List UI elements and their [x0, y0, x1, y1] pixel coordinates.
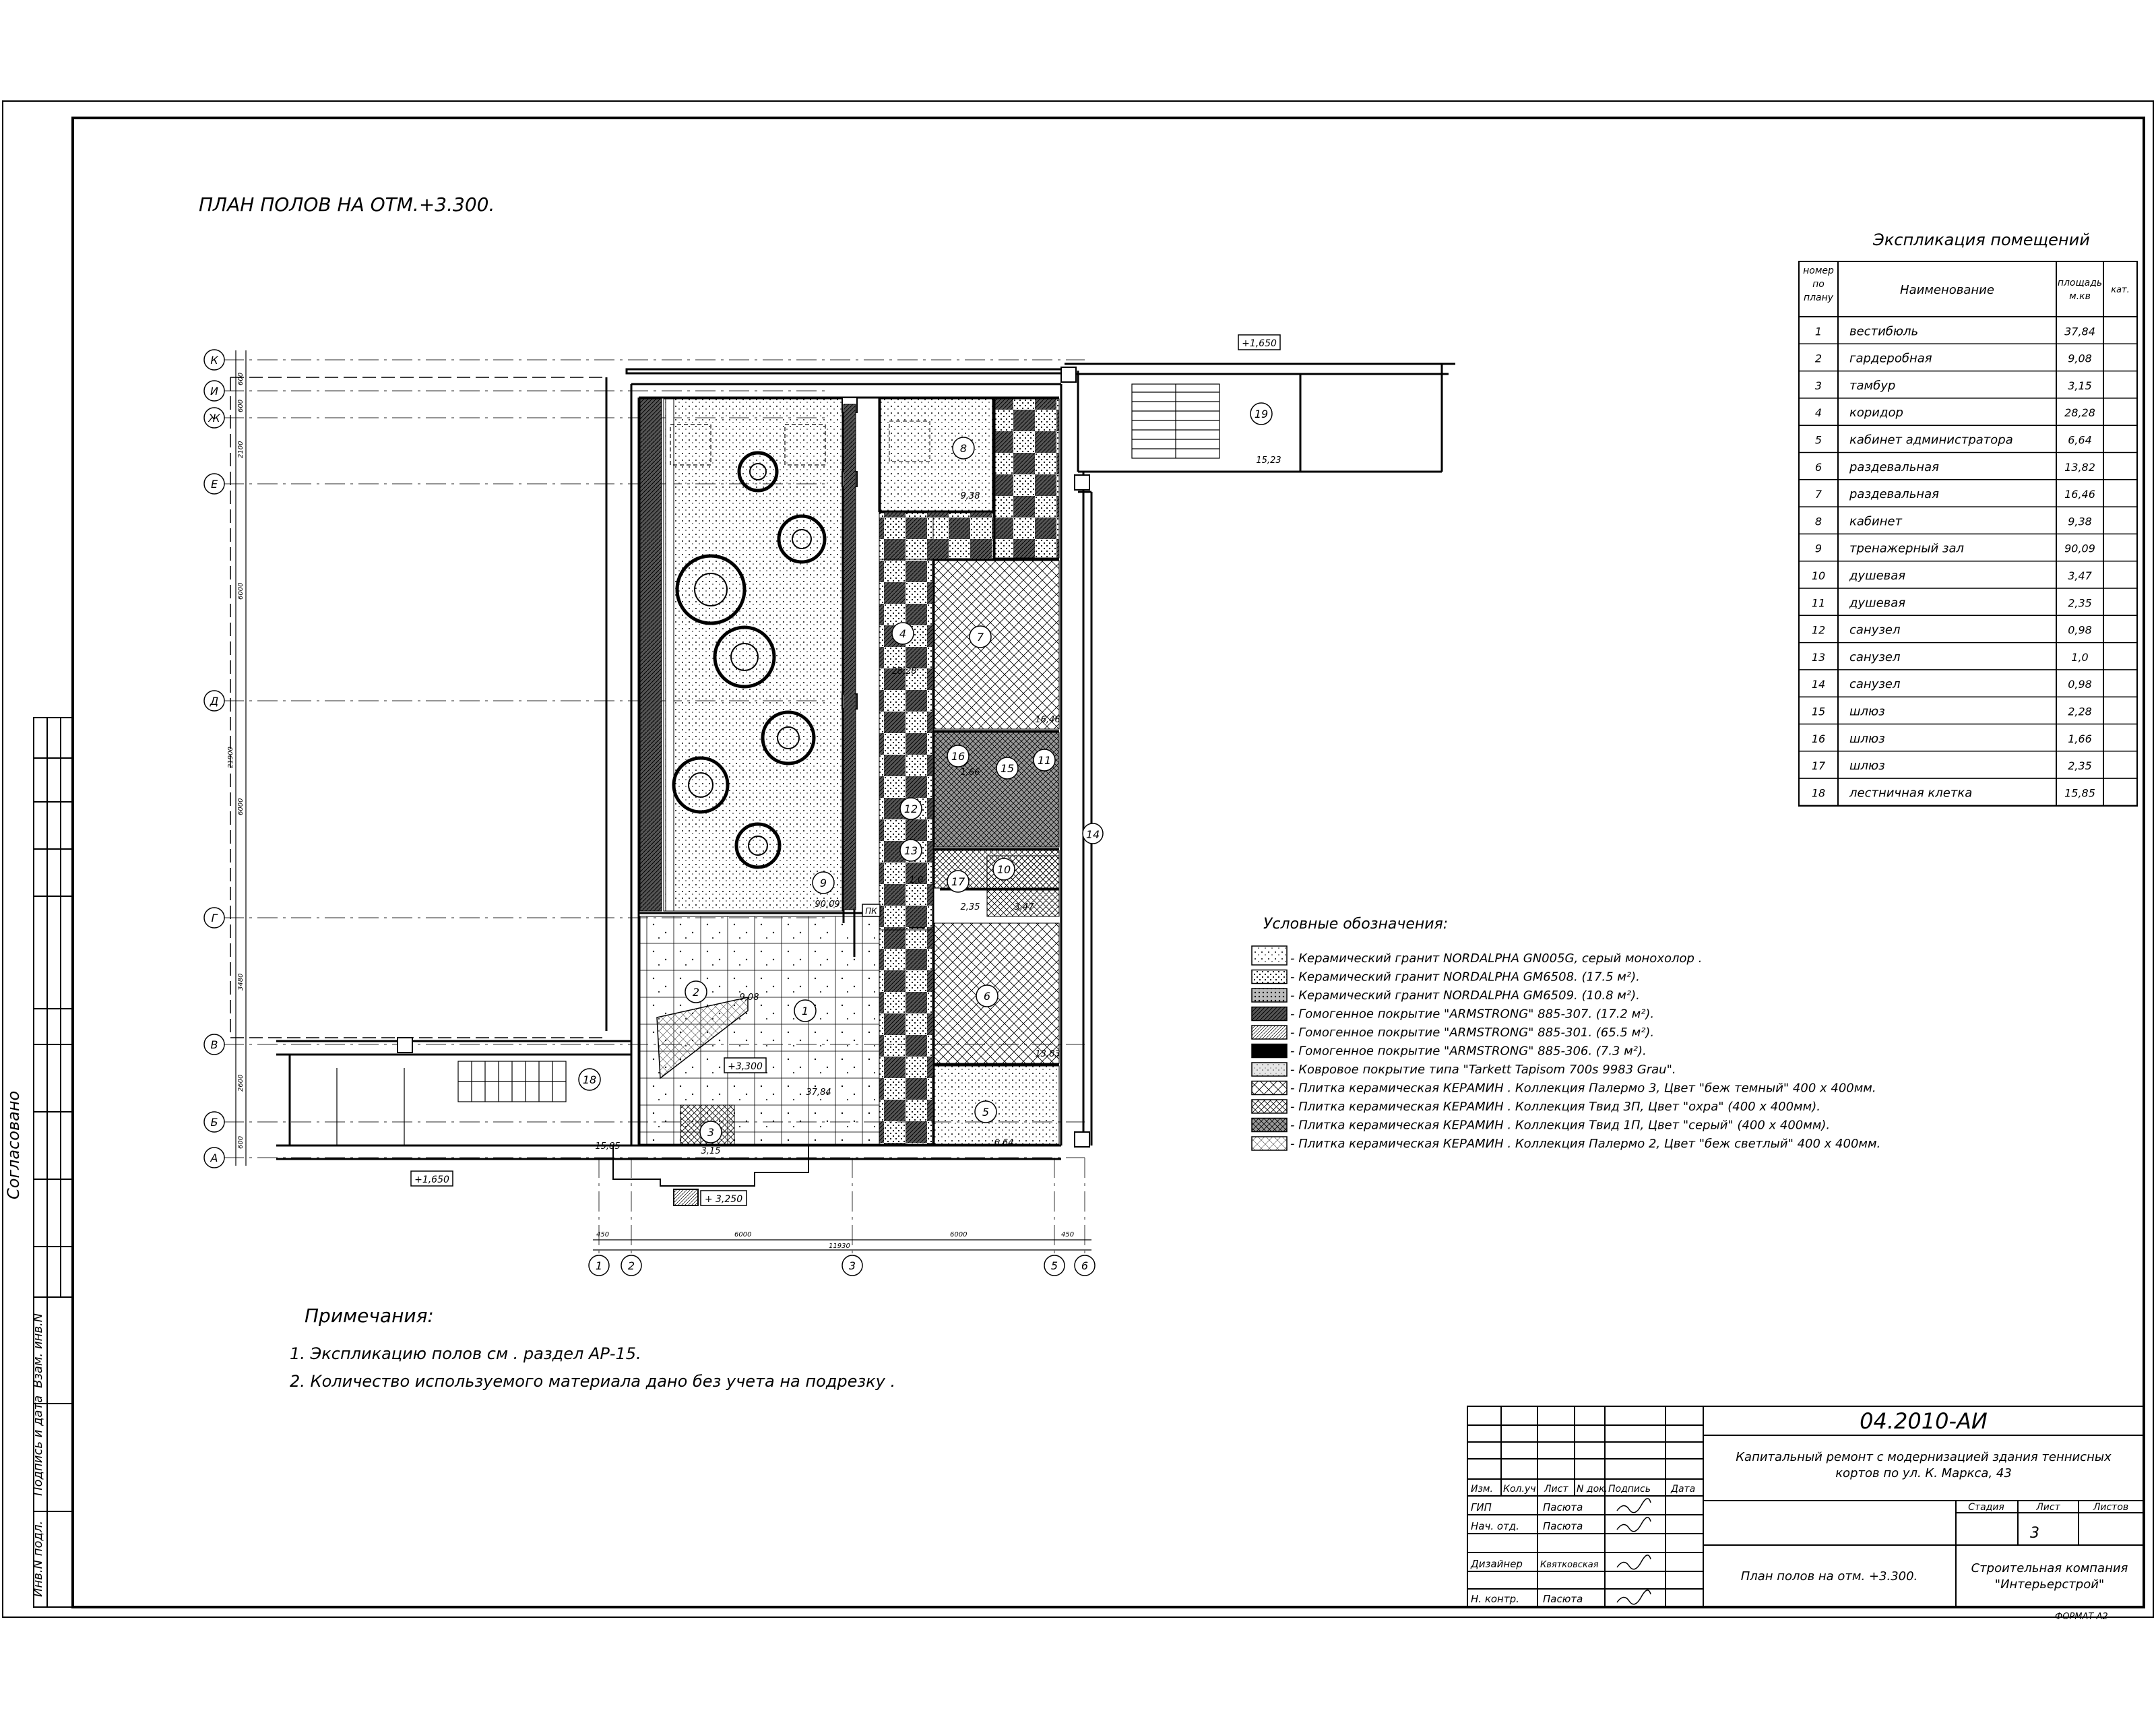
room-number: 8: [959, 442, 968, 455]
explication-header-num-1: номер: [1803, 265, 1834, 276]
axis-bubble-bottom: 5: [1050, 1259, 1058, 1272]
explication-header-name: Наименование: [1900, 283, 1994, 297]
room-area: 90,09: [815, 900, 840, 910]
dim-bottom-3: 6000: [950, 1231, 968, 1238]
legend-item-text: - Гомогенное покрытие "ARMSTRONG" 885-306. (7.3 м²).: [1290, 1044, 1647, 1059]
axis-bubble-left: Д: [210, 695, 219, 708]
drawing-title: ПЛАН ПОЛОВ НА ОТМ.+3.300.: [199, 193, 495, 216]
stamp-role-3: Дизайнер: [1471, 1558, 1523, 1570]
explication-row-number: 10: [1811, 569, 1826, 582]
explication-row-area: 0,98: [2068, 623, 2092, 637]
notes-title: Примечания:: [305, 1305, 434, 1327]
explication-row-area: 2,28: [2068, 705, 2092, 718]
axis-bubble-left: Е: [210, 478, 218, 491]
room-area: 15,23: [1256, 456, 1281, 466]
legend-swatch: [1252, 970, 1287, 984]
room-4-floor: [879, 512, 933, 930]
room-area: 1,0: [909, 875, 924, 885]
explication-rows: [1799, 324, 2137, 805]
note-1: 1. Экспликацию полов см . раздел АР-15.: [290, 1344, 641, 1363]
stamp-role-2: Нач. отд.: [1471, 1520, 1519, 1532]
explication-row-name: коридор: [1849, 406, 1903, 420]
legend-item-text: - Керамический гранит NORDALPHA GM6508. (17.5 м²).: [1290, 970, 1640, 984]
legend-item-text: - Плитка керамическая КЕРАМИН . Коллекция Твид 3П, Цвет "охра" (400 х 400мм).: [1290, 1100, 1820, 1114]
axis-bubble-left: Г: [211, 912, 218, 924]
explication-header-num-2: по: [1812, 279, 1825, 290]
explication-row-name: тренажерный зал: [1849, 541, 1965, 556]
side-label-agreed: Согласовано: [4, 1090, 23, 1199]
room-number: 18: [582, 1073, 597, 1086]
explication-row-name: кабинет администратора: [1849, 433, 2013, 447]
legend-item-text: - Ковровое покрытие типа "Tarkett Tapisom 700s 9983 Grau".: [1290, 1063, 1676, 1077]
room-area: 15,85: [595, 1141, 621, 1152]
explication-row-number: 3: [1814, 379, 1822, 392]
dim-left-total: 21900: [227, 747, 234, 768]
stamp-head-date: Дата: [1671, 1484, 1696, 1495]
room-area: 13,83: [1035, 1049, 1060, 1059]
explication-row-area: 2,35: [2068, 596, 2092, 610]
dim-bottom-1: 450: [596, 1231, 610, 1238]
level-entrance: + 3,250: [704, 1194, 743, 1205]
legend-items: [1252, 946, 1880, 1151]
explication-row-name: санузел: [1849, 650, 1901, 664]
explication-row-area: 37,84: [2064, 325, 2095, 338]
level-stair-bottom: +1,650: [414, 1174, 449, 1185]
side-label-inv-sub: Взам. инв.N: [31, 1313, 45, 1388]
explication-row-number: 12: [1811, 623, 1826, 637]
stamp-name-3: Квятковская: [1540, 1560, 1599, 1570]
room-9-floor: [664, 399, 842, 911]
explication-row-area: 6,64: [2068, 433, 2092, 447]
stamp-head-kol: Кол.уч: [1503, 1484, 1536, 1495]
explication-row-area: 9,38: [2068, 515, 2092, 528]
room-5-floor: [934, 1066, 1059, 1144]
stamp-sheet-number: 3: [2030, 1525, 2039, 1542]
explication-header-cat: кат.: [2111, 285, 2130, 295]
axis-bubble-left: К: [210, 354, 218, 367]
legend-item-text: - Гомогенное покрытие "ARMSTRONG" 885-307. (17.2 м²).: [1290, 1007, 1655, 1022]
dim-left-2: 600: [237, 399, 245, 412]
explication-row-name: кабинет: [1849, 514, 1903, 529]
stamp-company-2: "Интерьерстрой": [1994, 1577, 2105, 1592]
explication-row-number: 2: [1814, 352, 1822, 365]
stamp-head-list: Лист: [1544, 1484, 1568, 1495]
legend-item-text: - Керамический гранит NORDALPHA GM6509. (10.8 м²).: [1290, 989, 1640, 1003]
stamp-sheet-head: Лист: [2036, 1502, 2060, 1513]
legend-item-text: - Плитка керамическая КЕРАМИН . Коллекция Палермо 3, Цвет "беж темный" 400 х 400мм.: [1290, 1081, 1876, 1096]
explication-row-number: 15: [1811, 705, 1826, 718]
room-area: 6,64: [994, 1138, 1014, 1148]
legend-item-text: - Керамический гранит NORDALPHA GN005G, серый монохолор .: [1290, 951, 1703, 966]
note-2: 2. Количество используемого материала дано без учета на подрезку .: [290, 1372, 896, 1391]
room-number: 12: [903, 803, 918, 815]
explication-row-area: 16,46: [2064, 488, 2095, 501]
room-number: 2: [692, 986, 700, 999]
explication-row-number: 4: [1814, 406, 1822, 420]
legend-item-text: - Плитка керамическая КЕРАМИН . Коллекция Палермо 2, Цвет "беж светлый" 400 х 400мм.: [1290, 1137, 1881, 1151]
explication-row-name: шлюз: [1849, 704, 1885, 719]
explication-row-name: душевая: [1849, 569, 1906, 583]
stamp-company-1: Строительная компания: [1971, 1561, 2128, 1575]
room-number: 5: [982, 1106, 990, 1119]
explication-row-name: раздевальная: [1849, 487, 1939, 502]
explication-row-name: лестничная клетка: [1849, 786, 1973, 801]
legend-swatch: [1252, 1007, 1287, 1021]
level-hall: +3,300: [728, 1061, 763, 1072]
room-number: 17: [951, 875, 965, 888]
explication-row-area: 1,66: [2068, 732, 2092, 745]
room-area: 9,08: [739, 993, 759, 1003]
stamp-head-sign: Подпись: [1608, 1484, 1651, 1495]
room-area: 37,84: [806, 1088, 831, 1098]
explication-header-area-1: площадь: [2057, 278, 2103, 288]
axis-bubbles-left: [204, 350, 224, 1168]
legend-item-text: - Плитка керамическая КЕРАМИН . Коллекция Твид 1П, Цвет "серый" (400 х 400мм).: [1290, 1118, 1831, 1133]
stamp-code: 04.2010-АИ: [1860, 1408, 1988, 1434]
legend-swatch: [1252, 1100, 1287, 1113]
room-area: 9,38: [960, 491, 980, 501]
room-area: 16,46: [1035, 715, 1060, 725]
stair-18: [337, 1061, 566, 1146]
explication-row-number: 17: [1811, 759, 1826, 773]
explication-row-name: шлюз: [1849, 759, 1885, 774]
dim-bottom-total: 11930: [829, 1243, 850, 1250]
explication-row-name: душевая: [1849, 596, 1906, 610]
pk-label: ПК: [865, 906, 877, 916]
stamp-project-2: кортов по ул. К. Маркса, 43: [1835, 1466, 2012, 1480]
explication-row-name: гардеробная: [1849, 351, 1932, 366]
stamp-name-2: Пасюта: [1543, 1520, 1583, 1532]
stamp-drawing-name: План полов на отм. +3.300.: [1740, 1569, 1918, 1583]
room-number: 13: [903, 844, 918, 857]
room-area: 3,15: [701, 1146, 721, 1156]
stamp-format: ФОРМАТ А2: [2055, 1612, 2108, 1622]
legend-swatch: [1252, 1044, 1287, 1058]
axis-bubble-left: А: [210, 1152, 218, 1164]
room-area: 1,66: [960, 767, 980, 778]
room-number: 4: [899, 627, 907, 640]
dim-left-7: 2600: [237, 1074, 245, 1092]
floor-plan: [204, 335, 1455, 1276]
legend-swatch: [1252, 1119, 1287, 1132]
explication-row-number: 13: [1811, 650, 1826, 664]
axis-bubble-bottom: 1: [595, 1259, 603, 1272]
explication-row-number: 5: [1814, 433, 1822, 447]
axis-bubble-left: И: [210, 385, 218, 398]
room-number: 11: [1037, 754, 1052, 767]
room-area: 3,47: [1014, 902, 1034, 912]
explication-row-name: вестибюль: [1849, 324, 1919, 339]
explication-row-number: 9: [1814, 542, 1822, 555]
explication-title: Экспликация помещений: [1873, 230, 2090, 249]
room-7-floor: [934, 561, 1059, 729]
legend-swatch: [1252, 1137, 1287, 1150]
explication-row-area: 2,35: [2068, 759, 2092, 773]
stair-19: [1132, 384, 1219, 458]
axis-bubbles-bottom: [589, 1255, 1095, 1276]
room-number: 6: [983, 990, 991, 1003]
dim-bottom-2: 6000: [734, 1231, 752, 1238]
stamp-sheets-head: Листов: [2093, 1502, 2129, 1513]
explication-row-number: 18: [1811, 786, 1826, 800]
room-number: 9: [819, 877, 827, 889]
dim-left-1: 600: [237, 372, 245, 385]
explication-row-number: 6: [1814, 460, 1822, 474]
room-area: 28,28: [891, 666, 917, 677]
legend-swatch: [1252, 989, 1287, 1002]
axis-14: 14: [1085, 828, 1100, 841]
axis-bubble-bottom: 6: [1081, 1259, 1089, 1272]
side-label-inv-orig: Инв.N подл.: [31, 1520, 45, 1597]
dim-left-3: 2100: [237, 441, 245, 458]
room-number: 15: [1000, 762, 1015, 775]
explication-row-name: тамбур: [1849, 378, 1896, 393]
dim-left-8: 600: [237, 1135, 245, 1149]
stamp-role-1: ГИП: [1471, 1501, 1492, 1513]
legend-swatch: [1252, 946, 1287, 965]
legend-swatch: [1252, 1081, 1287, 1095]
room-number: 7: [976, 631, 984, 644]
explication-row-name: санузел: [1849, 677, 1901, 692]
room-number: 10: [996, 863, 1011, 876]
explication-row-area: 15,85: [2064, 786, 2095, 800]
axis-bubble-bottom: 2: [627, 1259, 635, 1272]
explication-header-area-2: м.кв: [2069, 291, 2091, 302]
room-number: 19: [1254, 408, 1269, 420]
legend-swatch: [1252, 1026, 1287, 1039]
explication-row-number: 8: [1814, 515, 1822, 528]
room-number: 1: [801, 1005, 809, 1017]
dim-left-5: 6000: [237, 798, 245, 815]
legend-title: Условные обозначения:: [1263, 916, 1449, 933]
explication-row-area: 28,28: [2064, 406, 2095, 420]
axis-bubble-bottom: 3: [848, 1259, 856, 1272]
explication-row-number: 14: [1811, 678, 1826, 691]
legend-item-text: - Гомогенное покрытие "ARMSTRONG" 885-301. (65.5 м²).: [1290, 1026, 1655, 1040]
explication-row-number: 16: [1811, 732, 1826, 745]
stamp-role-4: Н. контр.: [1471, 1593, 1519, 1605]
room-number: 3: [707, 1126, 715, 1139]
stamp-head-ndok: N док.: [1577, 1484, 1608, 1495]
level-top: +1,650: [1242, 338, 1277, 349]
room-number: 16: [951, 750, 965, 763]
explication-row-area: 9,08: [2068, 352, 2092, 365]
explication-row-area: 13,82: [2064, 460, 2095, 474]
explication-row-area: 90,09: [2064, 542, 2095, 555]
explication-row-area: 3,15: [2068, 379, 2092, 392]
dim-bottom-4: 450: [1061, 1231, 1075, 1238]
room-area: 2,35: [960, 902, 980, 912]
explication-row-number: 1: [1814, 325, 1822, 338]
explication-row-area: 3,47: [2068, 569, 2092, 582]
stamp-head-izm: Изм.: [1471, 1484, 1493, 1495]
stamp-stage-head: Стадия: [1968, 1502, 2004, 1513]
axis-bubble-left: В: [210, 1038, 218, 1051]
explication-row-area: 1,0: [2071, 650, 2089, 664]
stamp-name-1: Пасюта: [1543, 1501, 1583, 1513]
explication-row-number: 11: [1811, 596, 1826, 610]
explication-header-num-3: плану: [1803, 292, 1834, 303]
legend-swatch: [1252, 1063, 1287, 1076]
explication-row-name: шлюз: [1849, 731, 1885, 746]
dim-left-4: 6000: [237, 582, 245, 600]
stamp-project-1: Капитальный ремонт с модернизацией здания теннисных: [1736, 1450, 2112, 1464]
explication-row-area: 0,98: [2068, 678, 2092, 691]
side-label-sign-date: Подпись и дата: [31, 1395, 45, 1496]
dim-left-6: 3480: [237, 973, 245, 991]
axis-bubble-left: Ж: [208, 412, 220, 425]
axis-bubble-left: Б: [210, 1116, 218, 1129]
explication-row-number: 7: [1814, 488, 1822, 501]
explication-row-name: санузел: [1849, 623, 1901, 637]
explication-row-name: раздевальная: [1849, 460, 1939, 474]
stamp-name-4: Пасюта: [1543, 1593, 1583, 1605]
